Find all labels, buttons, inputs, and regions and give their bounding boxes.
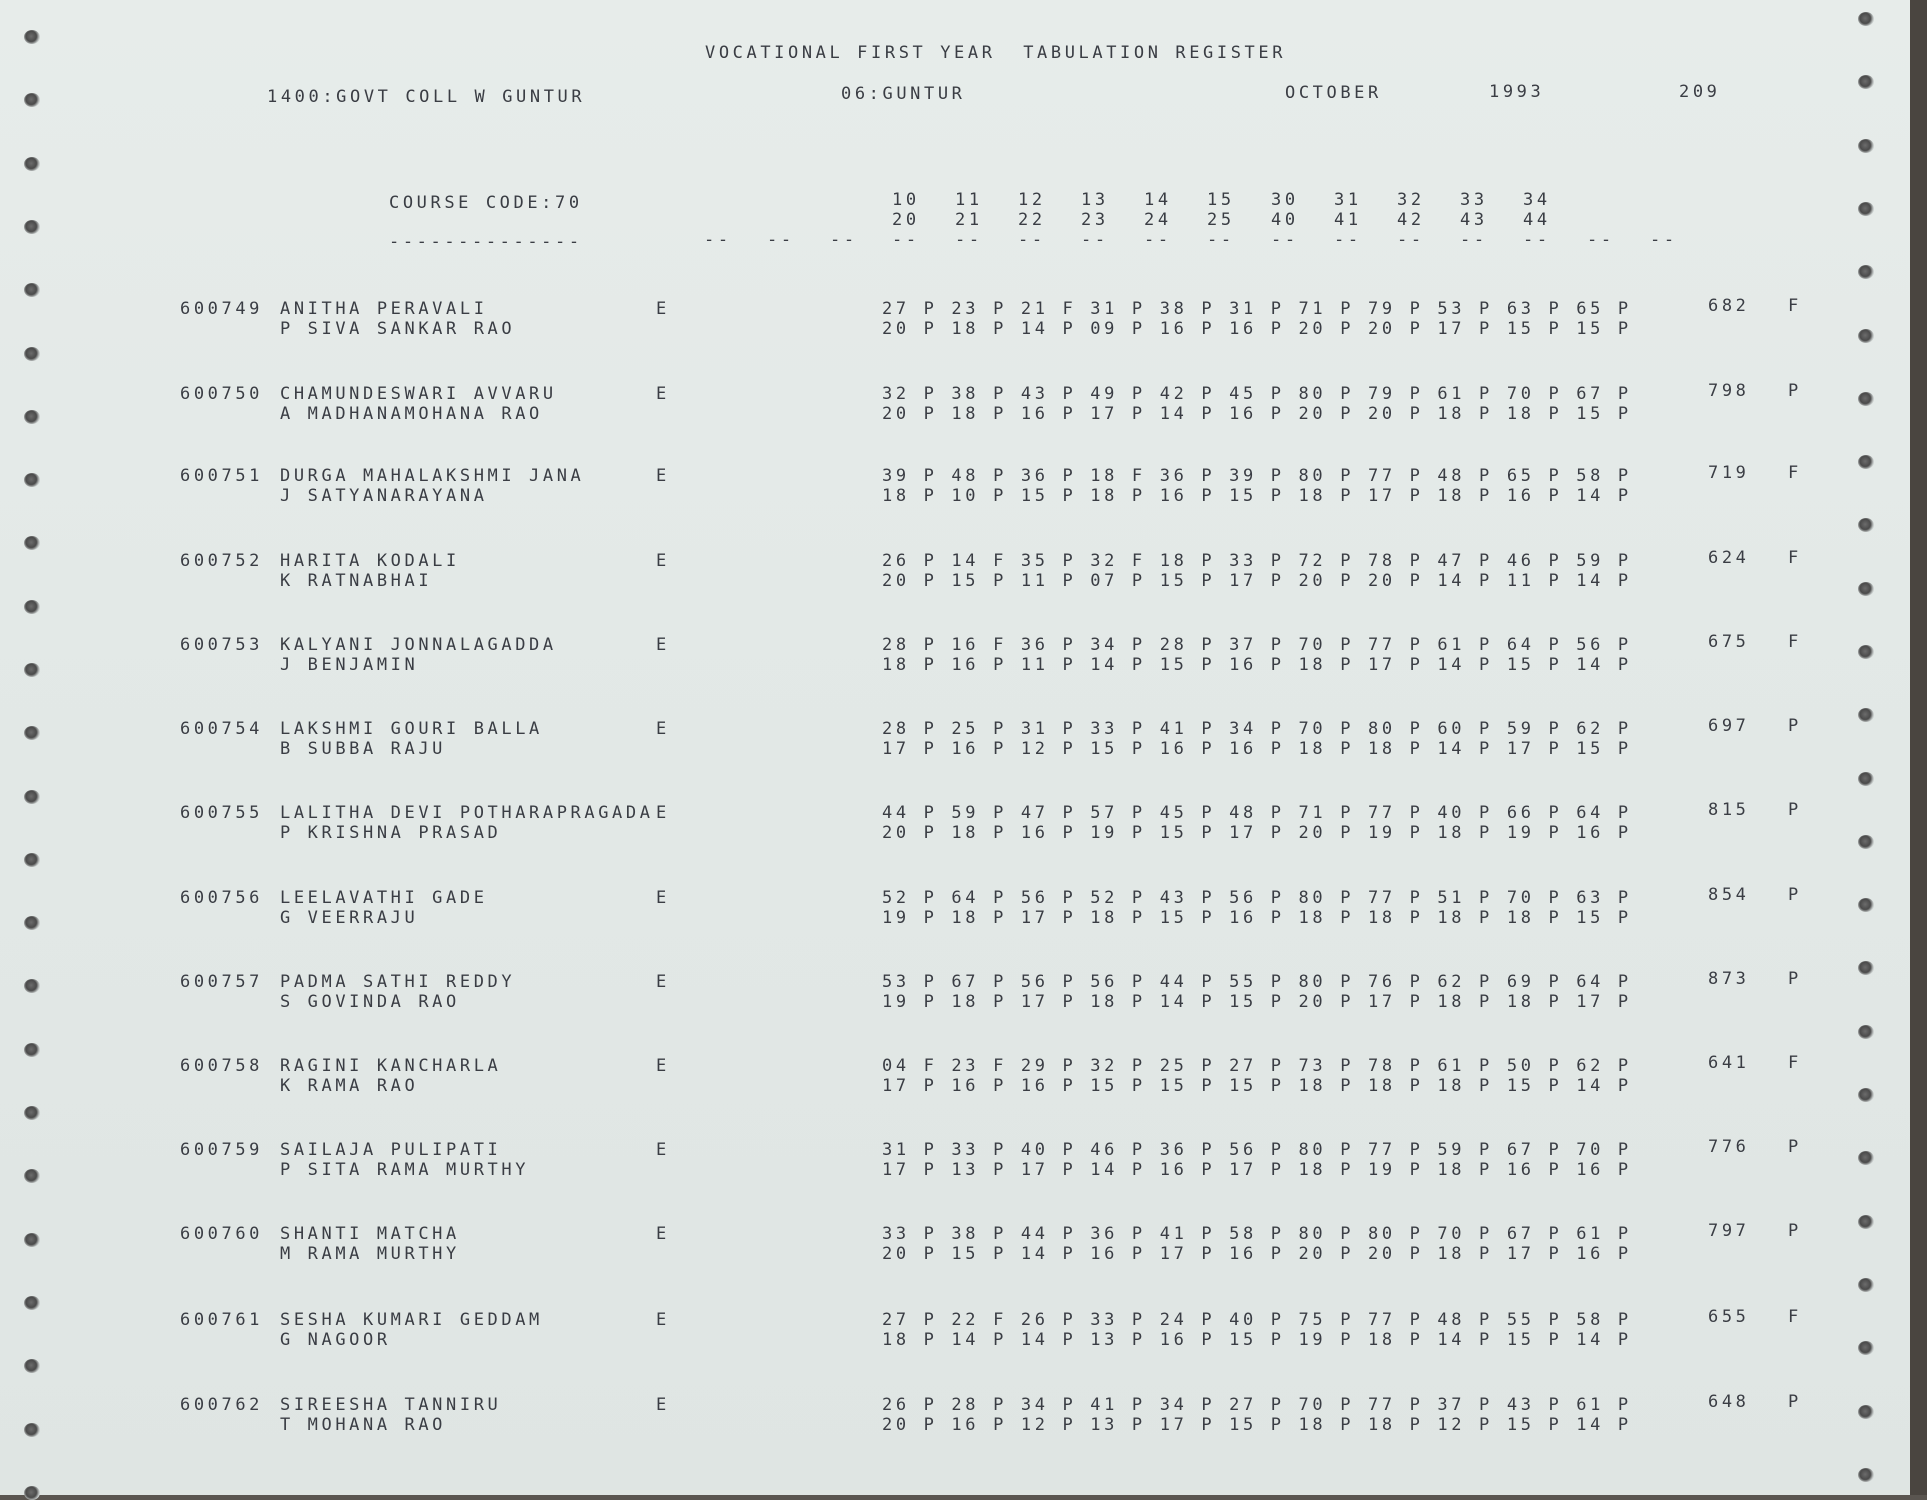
student-name: RAGINI KANCHARLA <box>280 1056 502 1076</box>
student-record <box>0 716 1900 779</box>
marks-line-1: 26 P 14 F 35 P 32 F 18 P 33 P 72 P 78 P 47 P 46 P 59 P <box>882 551 1632 571</box>
roll-number: 600759 <box>180 1140 264 1160</box>
student-name: SESHA KUMARI GEDDAM <box>280 1310 543 1330</box>
column-separator: -- <box>892 230 920 250</box>
total-marks: 697 <box>1708 716 1750 736</box>
result-code: P <box>1788 1221 1802 1241</box>
medium-code: E <box>656 1056 670 1076</box>
marks-line-1: 04 F 23 F 29 P 32 P 25 P 27 P 73 P 78 P 61 P 50 P 62 P <box>882 1056 1632 1076</box>
tractor-hole <box>1858 265 1874 279</box>
medium-code: E <box>656 1140 670 1160</box>
marks-line-2: 17 P 16 P 12 P 15 P 16 P 16 P 18 P 18 P 14 P 17 P 15 P <box>882 739 1632 759</box>
tractor-hole <box>24 283 40 297</box>
medium-code: E <box>656 972 670 992</box>
marks-line-1: 27 P 23 P 21 F 31 P 38 P 31 P 71 P 79 P 53 P 63 P 65 P <box>882 299 1632 319</box>
parent-name: A MADHANAMOHANA RAO <box>280 404 543 424</box>
course-code-underline: -------------- <box>389 232 583 252</box>
subject-code-bottom: 44 <box>1523 210 1551 230</box>
medium-code: E <box>656 466 670 486</box>
subject-code-bottom: 25 <box>1207 210 1235 230</box>
column-separator: -- <box>1523 230 1551 250</box>
result-code: P <box>1788 800 1802 820</box>
marks-line-2: 20 P 18 P 16 P 17 P 14 P 16 P 20 P 20 P 18 P 18 P 15 P <box>882 404 1632 424</box>
result-code: F <box>1788 296 1802 316</box>
parent-name: B SUBBA RAJU <box>280 739 447 759</box>
total-marks: 854 <box>1708 885 1750 905</box>
total-marks: 776 <box>1708 1137 1750 1157</box>
marks-line-2: 18 P 10 P 15 P 18 P 16 P 15 P 18 P 17 P 18 P 16 P 14 P <box>882 486 1632 506</box>
tractor-hole <box>24 1043 40 1057</box>
subject-code-top: 10 <box>892 190 920 210</box>
marks-line-2: 20 P 18 P 14 P 09 P 16 P 16 P 20 P 20 P 17 P 15 P 15 P <box>882 319 1632 339</box>
tractor-hole <box>1858 12 1874 26</box>
subject-code-bottom: 20 <box>892 210 920 230</box>
student-name: PADMA SATHI REDDY <box>280 972 516 992</box>
tractor-hole <box>24 30 40 44</box>
tractor-hole <box>24 93 40 107</box>
medium-code: E <box>656 1224 670 1244</box>
column-separator: -- <box>955 230 983 250</box>
register-title: VOCATIONAL FIRST YEAR TABULATION REGISTER <box>705 43 1287 63</box>
marks-line-2: 19 P 18 P 17 P 18 P 14 P 15 P 20 P 17 P 18 P 18 P 17 P <box>882 992 1632 1012</box>
subject-code-top: 12 <box>1018 190 1046 210</box>
marks-line-1: 28 P 25 P 31 P 33 P 41 P 34 P 70 P 80 P 60 P 59 P 62 P <box>882 719 1632 739</box>
roll-number: 600749 <box>180 299 264 319</box>
student-record <box>0 1221 1900 1284</box>
column-separator: -- <box>1334 230 1362 250</box>
marks-line-2: 20 P 16 P 12 P 13 P 17 P 15 P 18 P 18 P 12 P 15 P 14 P <box>882 1415 1632 1435</box>
parent-name: G NAGOOR <box>280 1330 391 1350</box>
marks-line-1: 53 P 67 P 56 P 56 P 44 P 55 P 80 P 76 P 62 P 69 P 64 P <box>882 972 1632 992</box>
tractor-hole <box>24 1486 40 1500</box>
column-separator: -- <box>704 230 732 250</box>
student-record <box>0 800 1900 863</box>
subject-code-bottom: 40 <box>1271 210 1299 230</box>
result-code: F <box>1788 548 1802 568</box>
student-record <box>0 1307 1900 1370</box>
tractor-hole <box>24 157 40 171</box>
column-separator: -- <box>1397 230 1425 250</box>
page-edge <box>1910 0 1927 1495</box>
column-separator: -- <box>1460 230 1488 250</box>
total-marks: 682 <box>1708 296 1750 316</box>
parent-name: P SITA RAMA MURTHY <box>280 1160 530 1180</box>
tractor-hole <box>24 536 40 550</box>
result-code: P <box>1788 969 1802 989</box>
student-name: LAKSHMI GOURI BALLA <box>280 719 543 739</box>
student-name: ANITHA PERAVALI <box>280 299 488 319</box>
course-code: COURSE CODE:70 <box>389 193 583 213</box>
student-record <box>0 885 1900 948</box>
subject-code-top: 31 <box>1334 190 1362 210</box>
column-separator: -- <box>1587 230 1615 250</box>
result-code: P <box>1788 885 1802 905</box>
parent-name: T MOHANA RAO <box>280 1415 447 1435</box>
subject-code-top: 14 <box>1144 190 1172 210</box>
total-marks: 648 <box>1708 1392 1750 1412</box>
subject-code-bottom: 43 <box>1460 210 1488 230</box>
column-separator: -- <box>1271 230 1299 250</box>
student-name: LEELAVATHI GADE <box>280 888 488 908</box>
college-name: 1400:GOVT COLL W GUNTUR <box>267 87 586 107</box>
marks-line-2: 20 P 15 P 11 P 07 P 15 P 17 P 20 P 20 P 14 P 11 P 14 P <box>882 571 1632 591</box>
total-marks: 873 <box>1708 969 1750 989</box>
result-code: F <box>1788 463 1802 483</box>
subject-code-top: 13 <box>1081 190 1109 210</box>
student-record <box>0 632 1900 695</box>
marks-line-1: 26 P 28 P 34 P 41 P 34 P 27 P 70 P 77 P 37 P 43 P 61 P <box>882 1395 1632 1415</box>
result-code: F <box>1788 1307 1802 1327</box>
parent-name: P SIVA SANKAR RAO <box>280 319 516 339</box>
roll-number: 600752 <box>180 551 264 571</box>
result-code: F <box>1788 632 1802 652</box>
student-record <box>0 381 1900 444</box>
column-separator: -- <box>1207 230 1235 250</box>
subject-code-bottom: 22 <box>1018 210 1046 230</box>
marks-line-1: 27 P 22 F 26 P 33 P 24 P 40 P 75 P 77 P 48 P 55 P 58 P <box>882 1310 1632 1330</box>
student-record <box>0 1137 1900 1200</box>
student-name: SIREESHA TANNIRU <box>280 1395 502 1415</box>
marks-line-1: 28 P 16 F 36 P 34 P 28 P 37 P 70 P 77 P 61 P 64 P 56 P <box>882 635 1632 655</box>
result-code: F <box>1788 1053 1802 1073</box>
marks-line-2: 17 P 13 P 17 P 14 P 16 P 17 P 18 P 19 P 18 P 16 P 16 P <box>882 1160 1632 1180</box>
subject-code-bottom: 41 <box>1334 210 1362 230</box>
total-marks: 719 <box>1708 463 1750 483</box>
student-name: SHANTI MATCHA <box>280 1224 460 1244</box>
marks-line-1: 52 P 64 P 56 P 52 P 43 P 56 P 80 P 77 P 51 P 70 P 63 P <box>882 888 1632 908</box>
total-marks: 655 <box>1708 1307 1750 1327</box>
parent-name: K RATNABHAI <box>280 571 433 591</box>
marks-line-2: 20 P 15 P 14 P 16 P 17 P 16 P 20 P 20 P 18 P 17 P 16 P <box>882 1244 1632 1264</box>
tractor-hole <box>1858 139 1874 153</box>
subject-code-top: 32 <box>1397 190 1425 210</box>
student-name: KALYANI JONNALAGADDA <box>280 635 557 655</box>
medium-code: E <box>656 635 670 655</box>
exam-month: OCTOBER <box>1285 83 1382 103</box>
total-marks: 624 <box>1708 548 1750 568</box>
marks-line-2: 18 P 14 P 14 P 13 P 16 P 15 P 19 P 18 P 14 P 15 P 14 P <box>882 1330 1632 1350</box>
student-record <box>0 548 1900 611</box>
subject-code-bottom: 24 <box>1144 210 1172 230</box>
student-name: DURGA MAHALAKSHMI JANA <box>280 466 585 486</box>
marks-line-1: 39 P 48 P 36 P 18 F 36 P 39 P 80 P 77 P 48 P 65 P 58 P <box>882 466 1632 486</box>
parent-name: P KRISHNA PRASAD <box>280 823 502 843</box>
roll-number: 600758 <box>180 1056 264 1076</box>
district-name: 06:GUNTUR <box>841 84 966 104</box>
roll-number: 600757 <box>180 972 264 992</box>
column-separator: -- <box>1144 230 1172 250</box>
tractor-hole <box>24 790 40 804</box>
marks-line-2: 18 P 16 P 11 P 14 P 15 P 16 P 18 P 17 P 14 P 15 P 14 P <box>882 655 1632 675</box>
marks-line-1: 31 P 33 P 40 P 46 P 36 P 56 P 80 P 77 P 59 P 67 P 70 P <box>882 1140 1632 1160</box>
marks-line-2: 20 P 18 P 16 P 19 P 15 P 17 P 20 P 19 P 18 P 19 P 16 P <box>882 823 1632 843</box>
subject-code-top: 33 <box>1460 190 1488 210</box>
roll-number: 600755 <box>180 803 264 823</box>
total-marks: 815 <box>1708 800 1750 820</box>
total-marks: 641 <box>1708 1053 1750 1073</box>
subject-code-top: 34 <box>1523 190 1551 210</box>
tractor-hole <box>24 1296 40 1310</box>
medium-code: E <box>656 384 670 404</box>
student-name: SAILAJA PULIPATI <box>280 1140 502 1160</box>
column-separator: -- <box>1081 230 1109 250</box>
roll-number: 600761 <box>180 1310 264 1330</box>
medium-code: E <box>656 1395 670 1415</box>
marks-line-1: 32 P 38 P 43 P 49 P 42 P 45 P 80 P 79 P 61 P 70 P 67 P <box>882 384 1632 404</box>
result-code: P <box>1788 1137 1802 1157</box>
parent-name: K RAMA RAO <box>280 1076 419 1096</box>
student-name: LALITHA DEVI POTHARAPRAGADA <box>280 803 654 823</box>
student-record <box>0 1392 1900 1455</box>
tractor-hole <box>1858 75 1874 89</box>
subject-code-bottom: 21 <box>955 210 983 230</box>
subject-code-top: 15 <box>1207 190 1235 210</box>
total-marks: 797 <box>1708 1221 1750 1241</box>
roll-number: 600754 <box>180 719 264 739</box>
result-code: P <box>1788 381 1802 401</box>
parent-name: J BENJAMIN <box>280 655 419 675</box>
medium-code: E <box>656 888 670 908</box>
column-separator: -- <box>1018 230 1046 250</box>
student-record <box>0 969 1900 1032</box>
medium-code: E <box>656 803 670 823</box>
roll-number: 600756 <box>180 888 264 908</box>
parent-name: S GOVINDA RAO <box>280 992 460 1012</box>
column-separator: -- <box>1650 230 1678 250</box>
marks-line-2: 19 P 18 P 17 P 18 P 15 P 16 P 18 P 18 P 18 P 18 P 15 P <box>882 908 1632 928</box>
student-record <box>0 296 1900 359</box>
student-record <box>0 1053 1900 1116</box>
medium-code: E <box>656 1310 670 1330</box>
parent-name: M RAMA MURTHY <box>280 1244 460 1264</box>
subject-code-top: 30 <box>1271 190 1299 210</box>
marks-line-1: 44 P 59 P 47 P 57 P 45 P 48 P 71 P 77 P 40 P 66 P 64 P <box>882 803 1632 823</box>
roll-number: 600750 <box>180 384 264 404</box>
student-name: CHAMUNDESWARI AVVARU <box>280 384 557 404</box>
roll-number: 600753 <box>180 635 264 655</box>
column-separator: -- <box>830 230 858 250</box>
roll-number: 600760 <box>180 1224 264 1244</box>
tractor-hole <box>1858 202 1874 216</box>
total-marks: 798 <box>1708 381 1750 401</box>
exam-year: 1993 <box>1489 82 1545 102</box>
subject-code-bottom: 23 <box>1081 210 1109 230</box>
tractor-hole <box>24 220 40 234</box>
parent-name: G VEERRAJU <box>280 908 419 928</box>
subject-code-top: 11 <box>955 190 983 210</box>
roll-number: 600751 <box>180 466 264 486</box>
result-code: P <box>1788 716 1802 736</box>
page-number: 209 <box>1679 82 1721 102</box>
tractor-hole <box>1858 1468 1874 1482</box>
medium-code: E <box>656 299 670 319</box>
total-marks: 675 <box>1708 632 1750 652</box>
roll-number: 600762 <box>180 1395 264 1415</box>
column-separator: -- <box>767 230 795 250</box>
medium-code: E <box>656 551 670 571</box>
student-record <box>0 463 1900 526</box>
result-code: P <box>1788 1392 1802 1412</box>
medium-code: E <box>656 719 670 739</box>
student-name: HARITA KODALI <box>280 551 460 571</box>
subject-code-bottom: 42 <box>1397 210 1425 230</box>
parent-name: J SATYANARAYANA <box>280 486 488 506</box>
marks-line-2: 17 P 16 P 16 P 15 P 15 P 15 P 18 P 18 P 18 P 15 P 14 P <box>882 1076 1632 1096</box>
marks-line-1: 33 P 38 P 44 P 36 P 41 P 58 P 80 P 80 P 70 P 67 P 61 P <box>882 1224 1632 1244</box>
